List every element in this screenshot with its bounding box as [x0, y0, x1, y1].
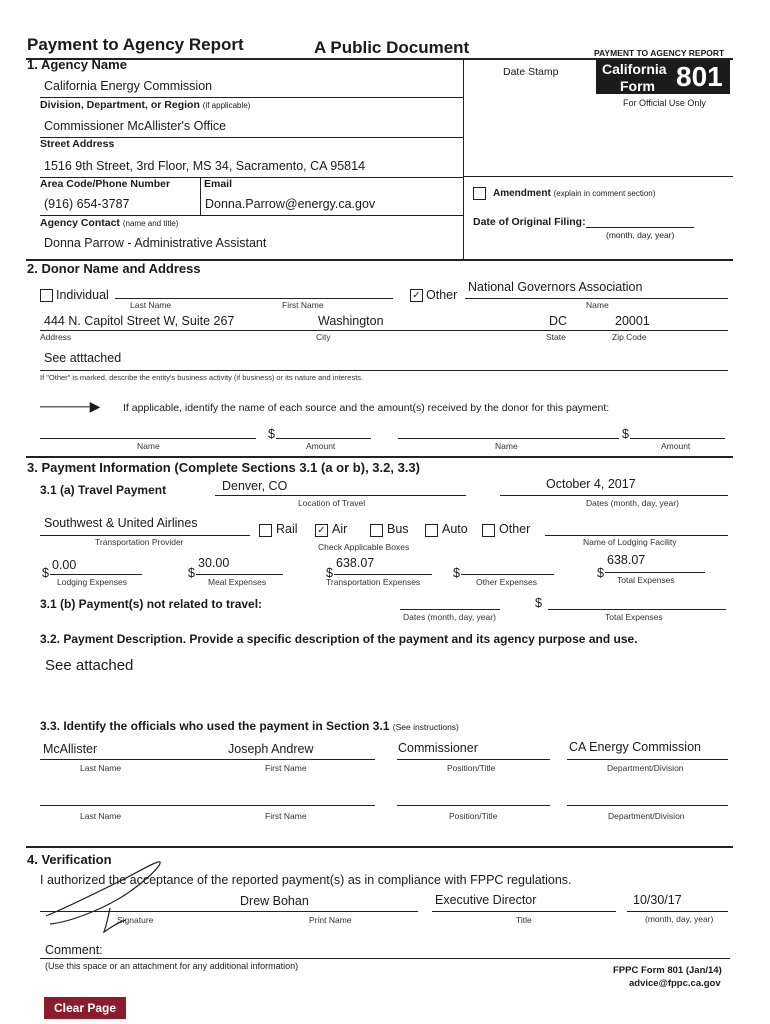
travel-location-value[interactable]: Denver, CO: [222, 479, 288, 493]
date-stamp-label: Date Stamp: [503, 66, 559, 78]
signature-scribble: [40, 846, 180, 936]
other-expenses-label: Other Expenses: [476, 577, 537, 587]
lodging-expenses-value[interactable]: 0.00: [52, 558, 77, 572]
source1-amount-label: Amount: [306, 441, 336, 451]
badge-form: Form: [620, 78, 655, 94]
section-3-heading: 3. Payment Information (Complete Sections 3.1 (a or b), 3.2, 3.3): [27, 460, 420, 475]
payment-description-heading: 3.2. Payment Description. Provide a specific description of the payment and its agency purpose and use.: [40, 632, 638, 646]
address-label: Address: [40, 332, 72, 342]
street-address-value[interactable]: 1516 9th Street, 3rd Floor, MS 34, Sacramento, CA 95814: [44, 159, 366, 173]
total-dollar: $: [597, 566, 604, 580]
public-document-label: A Public Document: [314, 38, 470, 57]
title-label: Title: [516, 915, 532, 925]
non-travel-payment-label: 3.1 (b) Payment(s) not related to travel:: [40, 597, 263, 611]
sources-instruction: If applicable, identify the name of each source and the amount(s) received by the donor for this payment:: [123, 402, 610, 414]
official-position-label: Position/Title: [447, 763, 496, 773]
original-filing-hint: (month, day, year): [606, 230, 675, 240]
city-label: City: [316, 332, 331, 342]
phone-label: Area Code/Phone Number: [40, 178, 171, 190]
original-filing-label: Date of Original Filing:: [473, 216, 586, 228]
air-checkbox[interactable]: ✓: [315, 524, 328, 537]
print-name-label: Print Name: [309, 915, 352, 925]
non-travel-total-label: Total Expenses: [605, 612, 663, 622]
transportation-expenses-value[interactable]: 638.07: [336, 556, 375, 570]
other-transport-checkbox[interactable]: [482, 524, 495, 537]
other-transport-label: Other: [499, 522, 531, 536]
official2-department-label: Department/Division: [608, 811, 685, 821]
non-travel-dates-label: Dates (month, day, year): [403, 612, 496, 622]
badge-form-number: 801: [676, 61, 723, 92]
signer-title-value[interactable]: Executive Director: [435, 893, 537, 907]
total-expenses-label: Total Expenses: [617, 575, 675, 585]
travel-dates-label: Dates (month, day, year): [586, 498, 679, 508]
report-type-label: PAYMENT TO AGENCY REPORT: [594, 48, 725, 58]
source2-name-label: Name: [495, 441, 518, 451]
donor-first-name-label: First Name: [282, 300, 324, 310]
non-travel-dollar: $: [535, 596, 542, 610]
amendment-label: Amendment (explain in comment section): [493, 188, 656, 199]
arrow-right-icon: ─────▶: [40, 398, 101, 414]
auto-label: Auto: [442, 522, 468, 536]
donor-last-name-label: Last Name: [130, 300, 172, 310]
source2-dollar: $: [622, 427, 629, 441]
business-activity-note: If "Other" is marked, describe the entity's business activity (if business) or its nature and interests.: [40, 373, 364, 382]
source2-amount-label: Amount: [661, 441, 691, 451]
official-last-name-value[interactable]: McAllister: [43, 742, 98, 756]
individual-checkbox[interactable]: [40, 289, 53, 302]
air-label: Air: [332, 522, 348, 536]
amendment-checkbox[interactable]: [473, 187, 486, 200]
officials-heading: 3.3. Identify the officials who used the payment in Section 3.1 (See instructions): [40, 719, 459, 733]
transportation-expenses-label: Transportation Expenses: [326, 577, 421, 587]
donor-organization-name[interactable]: National Governors Association: [468, 280, 643, 294]
state-label: State: [546, 332, 566, 342]
form-title: Payment to Agency Report: [27, 35, 244, 54]
division-value[interactable]: Commissioner McAllister's Office: [44, 119, 227, 133]
transportation-provider-value[interactable]: Southwest & United Airlines: [44, 516, 198, 530]
official-last-name-label: Last Name: [80, 763, 122, 773]
lodging-expenses-label: Lodging Expenses: [57, 577, 127, 587]
official2-last-name-label: Last Name: [80, 811, 122, 821]
source1-name-label: Name: [137, 441, 160, 451]
section-1-heading: 1. Agency Name: [27, 57, 127, 72]
sign-date-value[interactable]: 10/30/17: [633, 893, 682, 907]
section-2-heading: 2. Donor Name and Address: [27, 261, 201, 276]
lodging-facility-label: Name of Lodging Facility: [583, 537, 677, 547]
donor-name-label: Name: [586, 300, 609, 310]
meal-expenses-value[interactable]: 30.00: [198, 556, 230, 570]
zip-code-label: Zip Code: [612, 332, 647, 342]
official-department-value[interactable]: CA Energy Commission: [569, 740, 701, 754]
transport-dollar: $: [326, 566, 333, 580]
source1-dollar: $: [268, 427, 275, 441]
meal-expenses-label: Meal Expenses: [208, 577, 267, 587]
individual-label: Individual: [56, 288, 109, 302]
official-first-name-label: First Name: [265, 763, 307, 773]
comment-note: (Use this space or an attachment for any additional information): [45, 961, 299, 971]
travel-dates-value[interactable]: October 4, 2017: [546, 477, 636, 491]
section-4-heading: 4. Verification: [27, 852, 112, 867]
verification-statement: I authorized the acceptance of the reported payment(s) as in compliance with FPPC regulations.: [40, 873, 572, 887]
rail-checkbox[interactable]: [259, 524, 272, 537]
comment-label: Comment:: [45, 943, 103, 957]
official-department-label: Department/Division: [607, 763, 684, 773]
lodging-dollar: $: [42, 566, 49, 580]
travel-payment-label: 3.1 (a) Travel Payment: [40, 483, 167, 497]
bus-checkbox[interactable]: [370, 524, 383, 537]
donor-zip-value[interactable]: 20001: [615, 314, 650, 328]
total-expenses-value[interactable]: 638.07: [607, 553, 646, 567]
email-value[interactable]: Donna.Parrow@energy.ca.gov: [205, 197, 376, 211]
clear-page-button[interactable]: Clear Page: [44, 997, 126, 1019]
fppc-email: advice@fppc.ca.gov: [629, 978, 721, 989]
official2-first-name-label: First Name: [265, 811, 307, 821]
payment-description-value[interactable]: See attached: [45, 657, 134, 674]
business-activity-value[interactable]: See atttached: [44, 351, 122, 365]
agency-contact-value[interactable]: Donna Parrow - Administrative Assistant: [44, 236, 267, 250]
bus-label: Bus: [387, 522, 409, 536]
division-label: Division, Department, or Region (if applicable): [40, 99, 251, 111]
date-label: (month, day, year): [645, 914, 714, 924]
other-expenses-dollar: $: [453, 566, 460, 580]
auto-checkbox[interactable]: [425, 524, 438, 537]
donor-city-value[interactable]: Washington: [318, 314, 384, 328]
official-first-name-value[interactable]: Joseph Andrew: [228, 742, 314, 756]
check-boxes-note: Check Applicable Boxes: [318, 542, 410, 552]
meal-dollar: $: [188, 566, 195, 580]
donor-address-value[interactable]: 444 N. Capitol Street W, Suite 267: [44, 314, 235, 328]
email-label: Email: [204, 178, 233, 190]
street-address-label: Street Address: [40, 138, 115, 150]
other-checkbox[interactable]: ✓: [410, 289, 423, 302]
signature-label: Signature: [117, 915, 154, 925]
phone-value[interactable]: (916) 654-3787: [44, 197, 130, 211]
transportation-provider-label: Transportation Provider: [95, 537, 184, 547]
travel-location-label: Location of Travel: [298, 498, 366, 508]
form-801-badge: [596, 60, 730, 94]
official-position-value[interactable]: Commissioner: [398, 741, 478, 755]
agency-contact-label: Agency Contact (name and title): [40, 217, 179, 229]
other-label: Other: [426, 288, 458, 302]
rail-label: Rail: [276, 522, 298, 536]
official2-position-label: Position/Title: [449, 811, 498, 821]
fppc-form-ref: FPPC Form 801 (Jan/14): [613, 965, 722, 976]
signer-print-name-value[interactable]: Drew Bohan: [240, 894, 309, 908]
badge-california: California: [602, 61, 667, 77]
donor-state-value[interactable]: DC: [549, 314, 568, 328]
agency-name-value[interactable]: California Energy Commission: [44, 79, 213, 93]
official-use-label: For Official Use Only: [623, 98, 706, 108]
